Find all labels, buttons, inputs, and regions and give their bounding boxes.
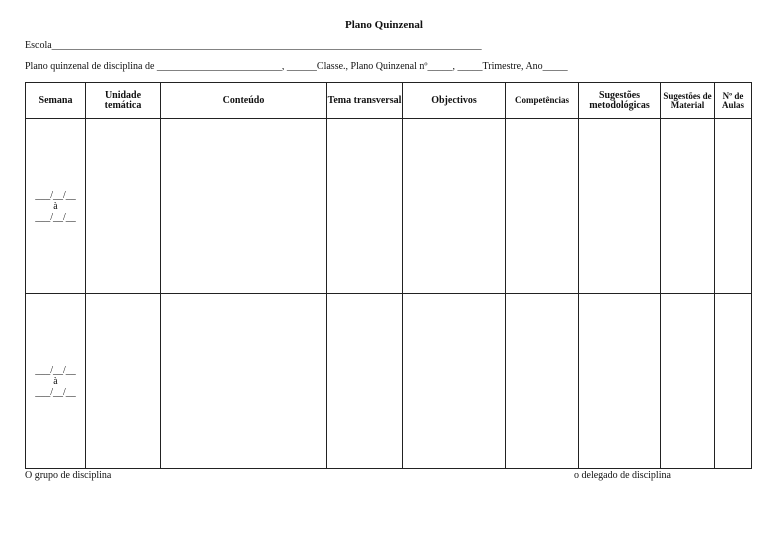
semana-end-date: ___/__/__ — [35, 211, 76, 223]
tema-transversal-cell[interactable] — [327, 294, 403, 469]
sugestoes-metodologicas-cell[interactable] — [579, 119, 661, 294]
objectivos-cell[interactable] — [403, 294, 506, 469]
header-unidade-tematica: Unidade temática — [86, 83, 161, 119]
header-semana: Semana — [26, 83, 86, 119]
header-objectivos: Objectivos — [403, 83, 506, 119]
numero-aulas-cell[interactable] — [715, 119, 752, 294]
semana-start-date: ___/__/__ — [35, 189, 76, 201]
header-sugestoes-material: Sugestões de Material — [661, 83, 715, 119]
semana-end-date: ___/__/__ — [35, 386, 76, 398]
plan-table — [25, 82, 752, 469]
header-tema-transversal: Tema transversal — [327, 83, 403, 119]
semana-cell — [26, 294, 86, 469]
tema-transversal-cell[interactable] — [327, 119, 403, 294]
table-header-row — [26, 83, 752, 119]
header-conteudo: Conteúdo — [161, 83, 327, 119]
table-row — [26, 294, 752, 469]
table-row — [26, 119, 752, 294]
semana-separator: à — [53, 200, 58, 212]
semana-separator: à — [53, 375, 58, 387]
conteudo-cell[interactable] — [161, 119, 327, 294]
delegado-disciplina-signature: o delegado de disciplina — [574, 470, 671, 481]
header-competencias: Competências — [506, 83, 579, 119]
competencias-cell[interactable] — [506, 294, 579, 469]
competencias-cell[interactable] — [506, 119, 579, 294]
conteudo-cell[interactable] — [161, 294, 327, 469]
header-sugestoes-metodologicas: Sugestões metodológicas — [579, 83, 661, 119]
grupo-disciplina-signature: O grupo de disciplina — [25, 470, 112, 481]
plano-details-line: Plano quinzenal de disciplina de _________________________, ______Classe., Plano Quinzenal nº_____, _____Trimestre, Ano_____ — [25, 61, 568, 72]
unidade-tematica-cell[interactable] — [86, 119, 161, 294]
unidade-tematica-cell[interactable] — [86, 294, 161, 469]
page-title: Plano Quinzenal — [345, 19, 423, 31]
header-numero-aulas: Nº de Aulas — [715, 83, 752, 119]
objectivos-cell[interactable] — [403, 119, 506, 294]
sugestoes-material-cell[interactable] — [661, 119, 715, 294]
semana-cell — [26, 119, 86, 294]
escola-field-line: Escola______________________________________________________________________________________ — [25, 40, 482, 51]
semana-start-date: ___/__/__ — [35, 364, 76, 376]
sugestoes-metodologicas-cell[interactable] — [579, 294, 661, 469]
numero-aulas-cell[interactable] — [715, 294, 752, 469]
sugestoes-material-cell[interactable] — [661, 294, 715, 469]
